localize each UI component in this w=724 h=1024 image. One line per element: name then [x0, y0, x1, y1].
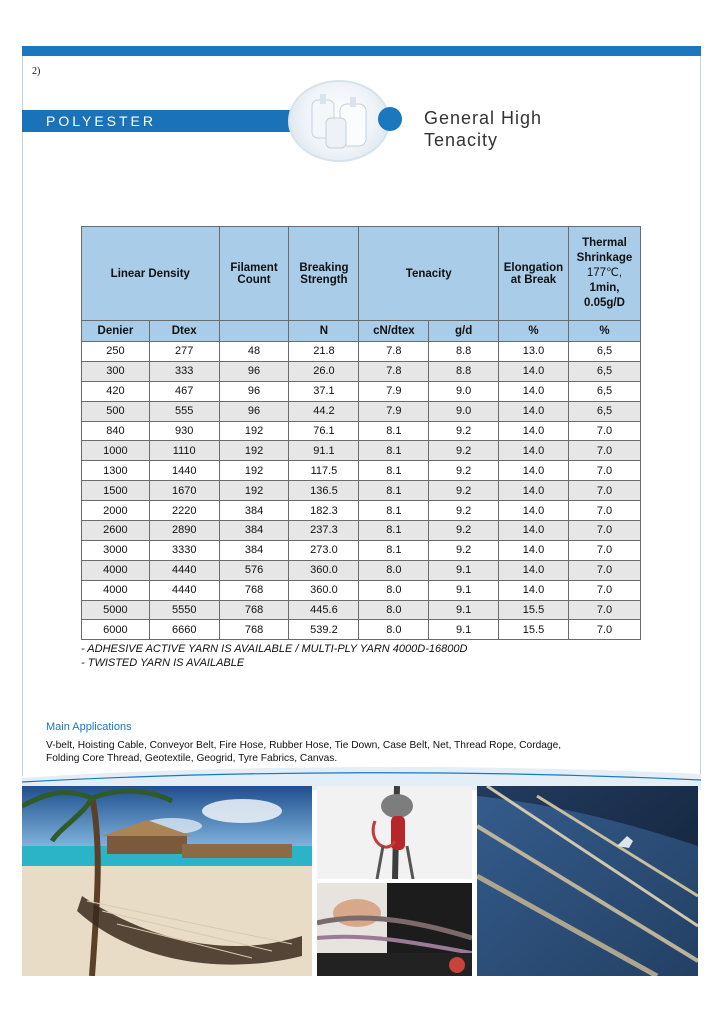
- applications-line1: V-belt, Hoisting Cable, Conveyor Belt, Fire Hose, Rubber Hose, Tie Down, Case Belt, Net, Thread Rope, Cordage,: [46, 740, 562, 751]
- cell-tenacity-cn-dtex: 7.9: [359, 401, 429, 421]
- table-row: [82, 560, 641, 580]
- cell-filament-count: 192: [219, 481, 289, 501]
- product-title-line2: Tenacity: [424, 130, 499, 150]
- cell-filament-count: 384: [219, 501, 289, 521]
- cell-elongation: 14.0: [499, 461, 569, 481]
- cell-breaking-strength: 237.3: [289, 521, 359, 541]
- cell-breaking-strength: 539.2: [289, 620, 359, 640]
- cell-tenacity-cn-dtex: 8.0: [359, 600, 429, 620]
- cell-thermal-shrinkage: 6,5: [568, 342, 640, 362]
- cell-elongation: 14.0: [499, 501, 569, 521]
- cell-thermal-shrinkage: 7.0: [568, 481, 640, 501]
- cell-elongation: 15.5: [499, 620, 569, 640]
- cell-filament-count: 384: [219, 540, 289, 560]
- cell-thermal-shrinkage: 6,5: [568, 361, 640, 381]
- cell-breaking-strength: 91.1: [289, 441, 359, 461]
- cell-thermal-shrinkage: 7.0: [568, 600, 640, 620]
- cell-dtex: 2220: [149, 501, 219, 521]
- cell-denier: 4000: [82, 580, 150, 600]
- cell-tenacity-g-d: 9.2: [429, 461, 499, 481]
- cell-breaking-strength: 136.5: [289, 481, 359, 501]
- beach-hammock-photo: [22, 786, 312, 976]
- cell-dtex: 1110: [149, 441, 219, 461]
- table-row: [82, 461, 641, 481]
- header-thermal-shrinkage: Thermal Shrinkage 177℃, 1min, 0.05g/D: [568, 227, 640, 321]
- cell-dtex: 4440: [149, 560, 219, 580]
- header-elongation: Elongation at Break: [499, 227, 569, 321]
- header-linear-density: Linear Density: [82, 227, 220, 321]
- cell-dtex: 277: [149, 342, 219, 362]
- cell-tenacity-g-d: 9.2: [429, 481, 499, 501]
- cell-breaking-strength: 445.6: [289, 600, 359, 620]
- page-number: 2): [32, 66, 41, 77]
- table-row: [82, 521, 641, 541]
- cell-thermal-shrinkage: 7.0: [568, 620, 640, 640]
- cell-elongation: 14.0: [499, 441, 569, 461]
- cell-elongation: 14.0: [499, 481, 569, 501]
- page-frame-right: [700, 46, 701, 776]
- unit-g-d: g/d: [429, 321, 499, 342]
- category-label: POLYESTER: [46, 113, 156, 129]
- cell-tenacity-cn-dtex: 8.1: [359, 421, 429, 441]
- cell-tenacity-cn-dtex: 8.0: [359, 580, 429, 600]
- cell-tenacity-cn-dtex: 8.1: [359, 501, 429, 521]
- brand-dot-icon: [378, 107, 402, 131]
- product-title: [424, 107, 624, 151]
- cell-thermal-shrinkage: 6,5: [568, 401, 640, 421]
- cell-tenacity-cn-dtex: 8.0: [359, 620, 429, 640]
- unit-elongation: %: [499, 321, 569, 342]
- table-row: [82, 361, 641, 381]
- product-title-line1: General High: [424, 108, 543, 128]
- cell-thermal-shrinkage: 7.0: [568, 441, 640, 461]
- cell-tenacity-g-d: 8.8: [429, 342, 499, 362]
- top-accent-bar: [22, 46, 701, 56]
- cell-thermal-shrinkage: 7.0: [568, 421, 640, 441]
- cell-thermal-shrinkage: 7.0: [568, 501, 640, 521]
- cell-elongation: 13.0: [499, 342, 569, 362]
- cell-thermal-shrinkage: 7.0: [568, 540, 640, 560]
- cell-tenacity-g-d: 9.2: [429, 540, 499, 560]
- cell-dtex: 930: [149, 421, 219, 441]
- cell-filament-count: 96: [219, 361, 289, 381]
- table-row: [82, 620, 641, 640]
- cell-denier: 4000: [82, 560, 150, 580]
- table-row: [82, 540, 641, 560]
- cell-tenacity-g-d: 9.1: [429, 560, 499, 580]
- cell-tenacity-cn-dtex: 8.1: [359, 540, 429, 560]
- cell-breaking-strength: 44.2: [289, 401, 359, 421]
- cell-breaking-strength: 37.1: [289, 381, 359, 401]
- ship-mooring-ropes-photo: [477, 786, 698, 976]
- note-adhesive: - ADHESIVE ACTIVE YARN IS AVAILABLE / MULTI-PLY YARN 4000D-16800D: [81, 643, 468, 655]
- cell-tenacity-cn-dtex: 8.1: [359, 441, 429, 461]
- cell-tenacity-g-d: 9.2: [429, 421, 499, 441]
- cell-denier: 3000: [82, 540, 150, 560]
- cell-filament-count: 768: [219, 600, 289, 620]
- unit-thermal: %: [568, 321, 640, 342]
- cell-tenacity-g-d: 9.0: [429, 381, 499, 401]
- cell-thermal-shrinkage: 6,5: [568, 381, 640, 401]
- cell-denier: 2000: [82, 501, 150, 521]
- applications-line2: Folding Core Thread, Geotextile, Geogrid, Tyre Fabrics, Canvas.: [46, 752, 338, 764]
- cell-breaking-strength: 117.5: [289, 461, 359, 481]
- cell-dtex: 1670: [149, 481, 219, 501]
- cell-breaking-strength: 273.0: [289, 540, 359, 560]
- cell-thermal-shrinkage: 7.0: [568, 580, 640, 600]
- cell-denier: 840: [82, 421, 150, 441]
- unit-denier: Denier: [82, 321, 150, 342]
- header-breaking-strength: Breaking Strength: [289, 227, 359, 321]
- spec-table-body: [82, 342, 641, 640]
- cell-elongation: 14.0: [499, 361, 569, 381]
- cell-dtex: 5550: [149, 600, 219, 620]
- rope-pulley-photo: [317, 786, 472, 879]
- cell-dtex: 6660: [149, 620, 219, 640]
- cell-tenacity-cn-dtex: 7.9: [359, 381, 429, 401]
- table-row: [82, 441, 641, 461]
- table-row: [82, 401, 641, 421]
- cell-filament-count: 192: [219, 421, 289, 441]
- cell-tenacity-g-d: 9.1: [429, 620, 499, 640]
- cell-dtex: 4440: [149, 580, 219, 600]
- header-filament-count: Filament Count: [219, 227, 289, 321]
- table-row: [82, 481, 641, 501]
- cell-tenacity-g-d: 9.2: [429, 501, 499, 521]
- cell-thermal-shrinkage: 7.0: [568, 521, 640, 541]
- table-row: [82, 580, 641, 600]
- applications-title: Main Applications: [46, 721, 132, 733]
- cell-elongation: 14.0: [499, 521, 569, 541]
- cell-filament-count: 192: [219, 461, 289, 481]
- cell-tenacity-cn-dtex: 8.0: [359, 560, 429, 580]
- cell-elongation: 14.0: [499, 381, 569, 401]
- cell-filament-count: 576: [219, 560, 289, 580]
- cell-tenacity-cn-dtex: 8.1: [359, 521, 429, 541]
- cell-denier: 6000: [82, 620, 150, 640]
- table-row: [82, 381, 641, 401]
- cell-elongation: 14.0: [499, 421, 569, 441]
- table-row: [82, 421, 641, 441]
- cell-tenacity-g-d: 9.0: [429, 401, 499, 421]
- cell-dtex: 1440: [149, 461, 219, 481]
- yarn-bobbins-image: [288, 80, 390, 162]
- cell-tenacity-g-d: 9.2: [429, 441, 499, 461]
- cell-breaking-strength: 182.3: [289, 501, 359, 521]
- cell-thermal-shrinkage: 7.0: [568, 461, 640, 481]
- cell-filament-count: 384: [219, 521, 289, 541]
- unit-dtex: Dtex: [149, 321, 219, 342]
- cell-denier: 1500: [82, 481, 150, 501]
- cell-elongation: 14.0: [499, 401, 569, 421]
- cell-tenacity-cn-dtex: 8.1: [359, 461, 429, 481]
- cell-denier: 1300: [82, 461, 150, 481]
- cell-filament-count: 48: [219, 342, 289, 362]
- cell-filament-count: 768: [219, 580, 289, 600]
- cell-denier: 250: [82, 342, 150, 362]
- cell-tenacity-cn-dtex: 8.1: [359, 481, 429, 501]
- cell-tenacity-g-d: 9.2: [429, 521, 499, 541]
- cell-dtex: 2890: [149, 521, 219, 541]
- cell-tenacity-g-d: 9.1: [429, 600, 499, 620]
- cell-thermal-shrinkage: 7.0: [568, 560, 640, 580]
- unit-breaking: N: [289, 321, 359, 342]
- cell-tenacity-g-d: 9.1: [429, 580, 499, 600]
- header-tenacity: Tenacity: [359, 227, 499, 321]
- cell-denier: 300: [82, 361, 150, 381]
- cell-breaking-strength: 26.0: [289, 361, 359, 381]
- page-frame-left: [22, 46, 23, 776]
- cell-tenacity-cn-dtex: 7.8: [359, 361, 429, 381]
- cell-filament-count: 96: [219, 381, 289, 401]
- cell-dtex: 467: [149, 381, 219, 401]
- cell-breaking-strength: 360.0: [289, 560, 359, 580]
- cell-elongation: 15.5: [499, 600, 569, 620]
- cell-elongation: 14.0: [499, 540, 569, 560]
- cell-dtex: 3330: [149, 540, 219, 560]
- cell-denier: 1000: [82, 441, 150, 461]
- cell-elongation: 14.0: [499, 580, 569, 600]
- cell-denier: 500: [82, 401, 150, 421]
- cell-dtex: 555: [149, 401, 219, 421]
- cell-denier: 420: [82, 381, 150, 401]
- cell-denier: 2600: [82, 521, 150, 541]
- table-row: [82, 501, 641, 521]
- table-row: [82, 342, 641, 362]
- cell-breaking-strength: 21.8: [289, 342, 359, 362]
- notes: [81, 642, 467, 670]
- cell-filament-count: 192: [219, 441, 289, 461]
- unit-cn-dtex: cN/dtex: [359, 321, 429, 342]
- cell-filament-count: 768: [219, 620, 289, 640]
- note-twisted: - TWISTED YARN IS AVAILABLE: [81, 657, 245, 669]
- table-row: [82, 600, 641, 620]
- cell-dtex: 333: [149, 361, 219, 381]
- climber-harness-photo: [317, 883, 472, 976]
- cell-breaking-strength: 76.1: [289, 421, 359, 441]
- cell-denier: 5000: [82, 600, 150, 620]
- cell-filament-count: 96: [219, 401, 289, 421]
- unit-filament: [219, 321, 289, 342]
- cell-tenacity-cn-dtex: 7.8: [359, 342, 429, 362]
- cell-elongation: 14.0: [499, 560, 569, 580]
- cell-tenacity-g-d: 8.8: [429, 361, 499, 381]
- spec-table: [81, 226, 641, 640]
- cell-breaking-strength: 360.0: [289, 580, 359, 600]
